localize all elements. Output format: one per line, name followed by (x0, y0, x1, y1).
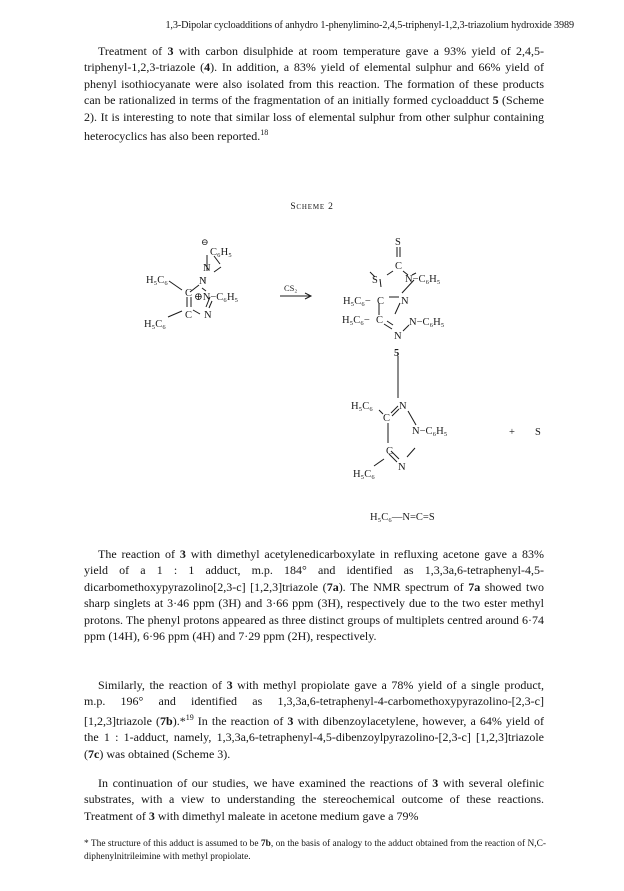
text-run: (Scheme 2). It is interesting to note that similar loss of elemental sulphur from other sulphur containing heterocyclics has also been reported. (84, 93, 545, 144)
compound-ref: 3 (179, 547, 186, 561)
text-run: Similarly, the reaction of (98, 678, 227, 692)
text-run: In the reaction of (193, 713, 288, 728)
compound-ref: 7c (88, 746, 100, 761)
svg-text:C: C (185, 310, 193, 321)
svg-text:N: N (401, 296, 409, 307)
compound-ref: 7a (326, 579, 339, 594)
svg-text:S: S (395, 237, 401, 248)
paragraph-3 (84, 677, 544, 762)
svg-text:N: N (204, 310, 212, 321)
compound-ref: 7b (160, 713, 173, 728)
footnote (84, 838, 546, 863)
text-run: , on the basis of analogy to the adduct obtained from the reaction of N,C-diphenylnitrileimine with methyl propiolate. (84, 839, 547, 862)
svg-text:N: N (203, 263, 211, 274)
text-run: ).* (172, 713, 186, 728)
text-run: with several olefinic substrates, with a view to understanding the stereochemical outcome of these reactions. Treatment of (84, 776, 544, 823)
sulfur-product: S (535, 427, 541, 438)
svg-text:C: C (376, 315, 384, 326)
citation-ref: 18 (260, 128, 269, 138)
compound-label-5: 5 (394, 348, 400, 359)
text-run: ). The NMR spectrum of (338, 579, 469, 594)
svg-text:H₅C₆−: H₅C₆− (343, 296, 371, 307)
svg-text:C: C (185, 288, 193, 299)
svg-text:C: C (377, 296, 385, 307)
compound-ref: 3 (148, 808, 155, 823)
svg-text:N−C₆H₅: N−C₆H₅ (409, 317, 445, 328)
paragraph-1 (84, 43, 544, 144)
compound-ref: 3 (226, 678, 233, 692)
text-run: In continuation of our studies, we have examined the reactions of (98, 776, 433, 790)
text-run: with dimethyl maleate in acetone medium gave a 79% (154, 808, 419, 823)
svg-text:C: C (383, 413, 391, 424)
compound-ref: 7b (260, 839, 271, 849)
svg-text:H₅C₆: H₅C₆ (146, 275, 168, 286)
text-run: showed two sharp singlets at 3·46 ppm (3H) and 3·66 ppm (3H), respectively due to the two ester methyl protons. The phenyl protons appeared as three distinct groups of multiplets centred around 6·74 ppm (14H), 6·96 ppm (4H) and 7·29 ppm (2H), respectively. (84, 579, 544, 644)
svg-text:H₅C₆: H₅C₆ (144, 319, 166, 330)
compound-ref: 3 (287, 713, 294, 728)
svg-text:N: N (199, 276, 207, 287)
reagent-label: CS₂ (284, 283, 298, 293)
svg-text:N: N (399, 401, 407, 412)
paragraph-2 (84, 546, 544, 644)
phenyl-isothiocyanate-label: H₅C₆—N=C=S (370, 512, 435, 523)
compound-ref: 7a (468, 579, 481, 594)
compound-ref: 5 (492, 93, 499, 108)
svg-text:H₅C₆−: H₅C₆− (342, 315, 370, 326)
text-run: with dimethyl acetylenedicarboxylate in refluxing acetone gave a 83% yield of a 1 : 1 adduct, m.p. 184° and identified as 1,3,3a,6-tetraphenyl-4,5-dicarbomethoxypyrazolino[2,3-c] [1,2,3]triazole ( (84, 547, 545, 594)
svg-text:N: N (394, 331, 402, 342)
text-run: with methyl propiolate gave a 78% yield of a single product, m.p. 196° and identified as 1,3,3a,6-tetraphenyl-4-carbomethoxypyrazolino-[2,3-c] [1,2,3]triazole ( (84, 678, 544, 728)
compound-ref: 4 (204, 60, 211, 75)
svg-text:C: C (395, 261, 403, 272)
scheme-2-diagram (0, 215, 624, 535)
text-run: * The structure of this adduct is assumed to be (84, 839, 261, 849)
text-run: with dibenzoylacetylene, however, a 64% yield of the 1 : 1-adduct, namely, 1,3,3a,6-tetraphenyl-4,5-dibenzoylpyrazolino-[2,3-c] [1,2,3]triazole ( (84, 713, 544, 761)
svg-text:⊖: ⊖ (201, 237, 209, 247)
text-run: The reaction of (98, 547, 180, 561)
compound-ref: 3 (432, 776, 439, 790)
compound-ref: 3 (167, 44, 174, 58)
paragraph-4 (84, 775, 544, 824)
svg-text:N: N (398, 462, 406, 473)
svg-text:H₅C₆: H₅C₆ (353, 469, 375, 480)
svg-text:C₆H₅: C₆H₅ (210, 247, 232, 258)
svg-text:S: S (372, 275, 378, 286)
svg-text:⊕N−C₆H₅: ⊕N−C₆H₅ (194, 292, 239, 303)
text-run: with carbon disulphide at room temperature gave a 93% yield of 2,4,5-triphenyl-1,2,3-triazole ( (84, 44, 544, 75)
citation-ref: 19 (185, 712, 194, 722)
plus-sign: + (509, 427, 515, 438)
scheme-title: Scheme 2 (290, 202, 334, 212)
text-run: Treatment of (98, 44, 168, 58)
svg-text:C: C (386, 446, 394, 457)
svg-text:H₅C₆: H₅C₆ (351, 401, 373, 412)
running-header: 1,3-Dipolar cycloadditions of anhydro 1-phenylimino-2,4,5-triphenyl-1,2,3-triazolium hydroxide 3989 (165, 20, 574, 31)
text-run: ). In addition, a 83% yield of elemental sulphur and 66% yield of phenyl isothiocyanate were also isolated from this reaction. The formation of these products can be rationalized in terms of the fragmentation of an initially formed cycloadduct (84, 60, 544, 108)
svg-text:N−C₆H₅: N−C₆H₅ (405, 274, 441, 285)
text-run: ) was obtained (Scheme 3). (99, 746, 231, 761)
svg-text:N−C₆H₅: N−C₆H₅ (412, 426, 448, 437)
